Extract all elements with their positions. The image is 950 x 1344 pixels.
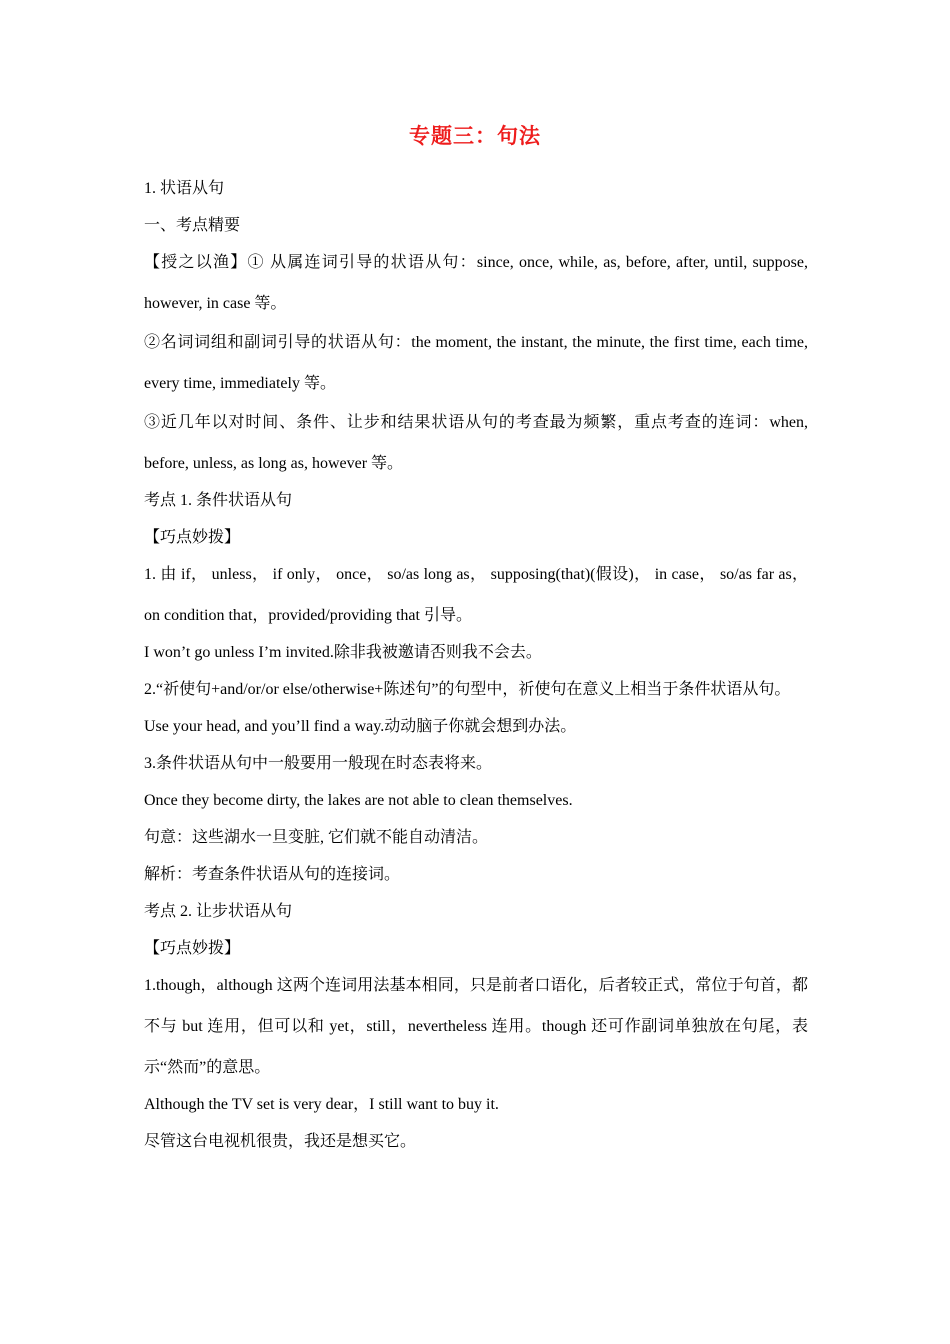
paragraph: ③近几年以对时间、条件、让步和结果状语从句的考查最为频繁，重点考查的连词：when, before, unless, as long as, however 等。 xyxy=(144,414,808,472)
tip-heading: 【巧点妙拨】 xyxy=(144,940,241,957)
subsection-heading: 一、考点精要 xyxy=(144,217,241,234)
topic-heading: 考点 2. 让步状语从句 xyxy=(144,903,293,920)
paragraph: 2.“祈使句+and/or/or else/otherwise+陈述句”的句型中，祈使句在意义上相当于条件状语从句。 xyxy=(144,681,791,698)
example-sentence: I won’t go unless I’m invited.除非我被邀请否则我不会去。 xyxy=(144,644,542,661)
example-sentence: Once they become dirty, the lakes are not able to clean themselves. xyxy=(144,792,573,809)
paragraph: 1.though，although 这两个连词用法基本相同，只是前者口语化，后者较正式，常位于句首，都不与 but 连用，但可以和 yet，still，nevertheless 连用。though 还可作副词单独放在句尾，表示“然而”的意思。 xyxy=(144,977,808,1076)
tip-heading: 【巧点妙拨】 xyxy=(144,529,241,546)
paragraph: ②名词词组和副词引导的状语从句：the moment, the instant, the minute, the first time, each time, every time, immediately 等。 xyxy=(144,334,808,392)
analysis: 解析：考查条件状语从句的连接词。 xyxy=(144,866,401,883)
topic-heading: 考点 1. 条件状语从句 xyxy=(144,492,293,509)
paragraph: 1. 由 if， unless， if only， once， so/as long as， supposing(that)(假设)， in case， so/as far as，on condition that，provided/providing that 引导。 xyxy=(144,566,808,624)
paragraph: 【授之以渔】① 从属连词引导的状语从句：since, once, while, as, before, after, until, suppose, however, in case 等。 xyxy=(144,254,808,312)
section-heading: 1. 状语从句 xyxy=(144,180,225,197)
document-body xyxy=(144,170,808,1160)
paragraph: 3.条件状语从句中一般要用一般现在时态表将来。 xyxy=(144,755,493,772)
page-title: 专题三：句法 xyxy=(409,124,541,148)
example-translation: 尽管这台电视机很贵，我还是想买它。 xyxy=(144,1133,417,1150)
example-sentence: Use your head, and you’ll find a way.动动脑子你就会想到办法。 xyxy=(144,718,577,735)
sentence-meaning: 句意：这些湖水一旦变脏, 它们就不能自动清洁。 xyxy=(144,829,489,846)
example-sentence: Although the TV set is very dear，I still want to buy it. xyxy=(144,1096,499,1113)
